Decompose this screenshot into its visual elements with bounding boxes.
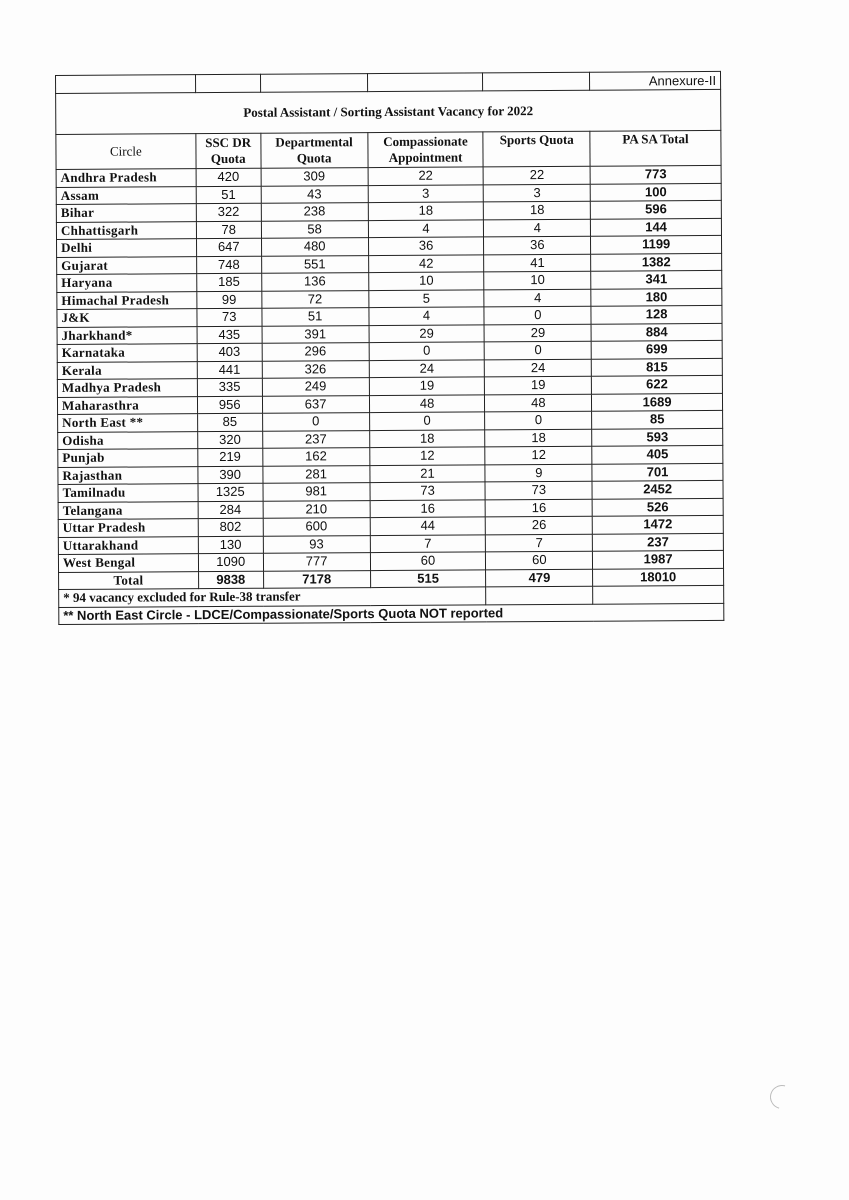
sports-value: 0 bbox=[485, 411, 592, 429]
ssc-dr-value: 219 bbox=[198, 448, 263, 466]
ssc-dr-value: 403 bbox=[197, 343, 262, 361]
circle-name: Maharasthra bbox=[57, 396, 197, 414]
departmental-value: 981 bbox=[263, 483, 370, 501]
departmental-value: 0 bbox=[262, 413, 369, 431]
sports-value: 29 bbox=[485, 324, 592, 342]
circle-name: Telangana bbox=[58, 501, 198, 519]
compassionate-value: 42 bbox=[368, 254, 484, 272]
departmental-value: 210 bbox=[263, 500, 370, 518]
compassionate-value: 0 bbox=[369, 412, 485, 430]
ssc-dr-value: 441 bbox=[197, 361, 262, 379]
pa-sa-total-value: 1382 bbox=[591, 253, 722, 271]
departmental-value: 43 bbox=[261, 185, 368, 203]
sports-value: 4 bbox=[484, 289, 591, 307]
circle-name: Kerala bbox=[57, 361, 197, 379]
hole-punch-mark bbox=[766, 1081, 799, 1114]
total-ssc: 9838 bbox=[198, 571, 263, 589]
sports-value: 18 bbox=[485, 429, 592, 447]
departmental-value: 326 bbox=[262, 360, 369, 378]
total-grand: 18010 bbox=[593, 568, 724, 586]
circle-name: Bihar bbox=[56, 204, 196, 222]
compassionate-value: 7 bbox=[370, 534, 486, 552]
compassionate-value: 0 bbox=[369, 342, 485, 360]
departmental-value: 551 bbox=[261, 255, 368, 273]
ssc-dr-value: 956 bbox=[197, 396, 262, 414]
ssc-dr-value: 320 bbox=[197, 431, 262, 449]
compassionate-value: 48 bbox=[369, 394, 485, 412]
sports-value: 22 bbox=[484, 166, 591, 184]
compassionate-value: 36 bbox=[368, 237, 484, 255]
departmental-value: 249 bbox=[262, 378, 369, 396]
pa-sa-total-value: 2452 bbox=[592, 480, 723, 498]
sports-value: 60 bbox=[486, 551, 593, 569]
circle-name: Chhattisgarh bbox=[56, 221, 196, 239]
compassionate-value: 5 bbox=[368, 289, 484, 307]
ssc-dr-value: 284 bbox=[198, 501, 263, 519]
departmental-value: 93 bbox=[263, 535, 370, 553]
sports-value: 4 bbox=[484, 219, 591, 237]
col-sports: Sports Quota bbox=[483, 131, 590, 167]
departmental-value: 296 bbox=[262, 343, 369, 361]
vacancy-table bbox=[55, 71, 724, 625]
compassionate-value: 18 bbox=[369, 429, 485, 447]
compassionate-value: 4 bbox=[368, 219, 484, 237]
departmental-value: 637 bbox=[262, 395, 369, 413]
compassionate-value: 73 bbox=[370, 482, 486, 500]
pa-sa-total-value: 1472 bbox=[592, 515, 723, 533]
circle-name: Uttarakhand bbox=[58, 536, 198, 554]
pa-sa-total-value: 699 bbox=[591, 340, 722, 358]
circle-name: Haryana bbox=[57, 274, 197, 292]
header-row bbox=[56, 130, 721, 169]
pa-sa-total-value: 526 bbox=[592, 498, 723, 516]
pa-sa-total-value: 180 bbox=[591, 288, 722, 306]
pa-sa-total-value: 884 bbox=[591, 323, 722, 341]
sports-value: 26 bbox=[486, 516, 593, 534]
total-dept: 7178 bbox=[263, 570, 370, 588]
ssc-dr-value: 78 bbox=[196, 221, 261, 239]
ssc-dr-value: 435 bbox=[197, 326, 262, 344]
departmental-value: 480 bbox=[261, 238, 368, 256]
circle-name: Delhi bbox=[57, 239, 197, 257]
ssc-dr-value: 1090 bbox=[198, 553, 263, 571]
ssc-dr-value: 420 bbox=[196, 168, 261, 186]
title-row bbox=[56, 89, 721, 134]
ssc-dr-value: 1325 bbox=[198, 483, 263, 501]
sports-value: 41 bbox=[484, 254, 591, 272]
sports-value: 0 bbox=[485, 341, 592, 359]
pa-sa-total-value: 1689 bbox=[592, 393, 723, 411]
col-circle: Circle bbox=[56, 134, 196, 170]
sports-value: 16 bbox=[486, 499, 593, 517]
table-title: Postal Assistant / Sorting Assistant Vacancy for 2022 bbox=[56, 89, 721, 134]
circle-name: West Bengal bbox=[58, 554, 198, 572]
ssc-dr-value: 130 bbox=[198, 536, 263, 554]
circle-name: Karnataka bbox=[57, 344, 197, 362]
pa-sa-total-value: 100 bbox=[590, 183, 721, 201]
pa-sa-total-value: 593 bbox=[592, 428, 723, 446]
sports-value: 7 bbox=[486, 534, 593, 552]
compassionate-value: 10 bbox=[368, 272, 484, 290]
sports-value: 0 bbox=[484, 306, 591, 324]
footnote-1: * 94 vacancy excluded for Rule-38 transfer bbox=[59, 587, 487, 607]
ssc-dr-value: 51 bbox=[196, 186, 261, 204]
circle-name: Assam bbox=[56, 186, 196, 204]
departmental-value: 136 bbox=[261, 273, 368, 291]
pa-sa-total-value: 773 bbox=[590, 165, 721, 183]
sports-value: 10 bbox=[484, 271, 591, 289]
pa-sa-total-value: 622 bbox=[592, 375, 723, 393]
circle-name: Rajasthan bbox=[58, 466, 198, 484]
compassionate-value: 60 bbox=[370, 552, 486, 570]
circle-name: J&K bbox=[57, 309, 197, 327]
sports-value: 3 bbox=[484, 184, 591, 202]
departmental-value: 238 bbox=[261, 203, 368, 221]
pa-sa-total-value: 341 bbox=[591, 270, 722, 288]
sports-value: 36 bbox=[484, 236, 591, 254]
pa-sa-total-value: 144 bbox=[591, 218, 722, 236]
note-row-2 bbox=[59, 603, 724, 625]
departmental-value: 391 bbox=[262, 325, 369, 343]
ssc-dr-value: 390 bbox=[198, 466, 263, 484]
departmental-value: 58 bbox=[261, 220, 368, 238]
compassionate-value: 44 bbox=[370, 517, 486, 535]
compassionate-value: 12 bbox=[369, 447, 485, 465]
total-sports: 479 bbox=[486, 569, 593, 587]
departmental-value: 281 bbox=[263, 465, 370, 483]
ssc-dr-value: 185 bbox=[196, 273, 261, 291]
pa-sa-total-value: 128 bbox=[591, 305, 722, 323]
col-total: PA SA Total bbox=[590, 130, 721, 166]
circle-name: Odisha bbox=[58, 431, 198, 449]
sports-value: 19 bbox=[485, 376, 592, 394]
sports-value: 9 bbox=[485, 464, 592, 482]
pa-sa-total-value: 815 bbox=[591, 358, 722, 376]
pa-sa-total-value: 85 bbox=[592, 410, 723, 428]
sports-value: 12 bbox=[485, 446, 592, 464]
col-compassionate: Compassionate Appointment bbox=[367, 132, 483, 168]
ssc-dr-value: 748 bbox=[196, 256, 261, 274]
col-departmental: Departmental Quota bbox=[261, 133, 368, 169]
circle-name: North East ** bbox=[58, 414, 198, 432]
pa-sa-total-value: 405 bbox=[592, 445, 723, 463]
total-label: Total bbox=[59, 571, 199, 589]
ssc-dr-value: 85 bbox=[197, 413, 262, 431]
pa-sa-total-value: 237 bbox=[593, 533, 724, 551]
compassionate-value: 24 bbox=[369, 359, 485, 377]
circle-name: Andhra Pradesh bbox=[56, 169, 196, 187]
circle-name: Uttar Pradesh bbox=[58, 519, 198, 537]
ssc-dr-value: 335 bbox=[197, 378, 262, 396]
departmental-value: 309 bbox=[261, 168, 368, 186]
departmental-value: 162 bbox=[262, 448, 369, 466]
compassionate-value: 22 bbox=[368, 167, 484, 185]
departmental-value: 72 bbox=[261, 290, 368, 308]
circle-name: Gujarat bbox=[57, 256, 197, 274]
circle-name: Tamilnadu bbox=[58, 484, 198, 502]
compassionate-value: 3 bbox=[368, 184, 484, 202]
total-comp: 515 bbox=[370, 569, 486, 587]
sports-value: 73 bbox=[485, 481, 592, 499]
sports-value: 24 bbox=[485, 359, 592, 377]
circle-name: Madhya Pradesh bbox=[57, 379, 197, 397]
compassionate-value: 16 bbox=[370, 499, 486, 517]
circle-name: Himachal Pradesh bbox=[57, 291, 197, 309]
sports-value: 18 bbox=[484, 201, 591, 219]
pa-sa-total-value: 701 bbox=[592, 463, 723, 481]
departmental-value: 237 bbox=[262, 430, 369, 448]
pa-sa-total-value: 1987 bbox=[593, 550, 724, 568]
annexure-label: Annexure-II bbox=[590, 71, 721, 90]
departmental-value: 600 bbox=[263, 518, 370, 536]
ssc-dr-value: 322 bbox=[196, 203, 261, 221]
compassionate-value: 21 bbox=[369, 464, 485, 482]
compassionate-value: 29 bbox=[369, 324, 485, 342]
departmental-value: 777 bbox=[263, 553, 370, 571]
ssc-dr-value: 802 bbox=[198, 518, 263, 536]
footnote-2: ** North East Circle - LDCE/Compassionate/Sports Quota NOT reported bbox=[59, 603, 724, 625]
pa-sa-total-value: 1199 bbox=[591, 235, 722, 253]
pa-sa-total-value: 596 bbox=[590, 200, 721, 218]
compassionate-value: 4 bbox=[369, 307, 485, 325]
ssc-dr-value: 73 bbox=[197, 308, 262, 326]
circle-name: Jharkhand* bbox=[57, 326, 197, 344]
compassionate-value: 18 bbox=[368, 202, 484, 220]
sports-value: 48 bbox=[485, 394, 592, 412]
compassionate-value: 19 bbox=[369, 377, 485, 395]
ssc-dr-value: 99 bbox=[197, 291, 262, 309]
circle-name: Punjab bbox=[58, 449, 198, 467]
table-body bbox=[56, 165, 723, 572]
departmental-value: 51 bbox=[262, 308, 369, 326]
col-ssc-dr: SSC DR Quota bbox=[196, 133, 261, 168]
ssc-dr-value: 647 bbox=[196, 238, 261, 256]
